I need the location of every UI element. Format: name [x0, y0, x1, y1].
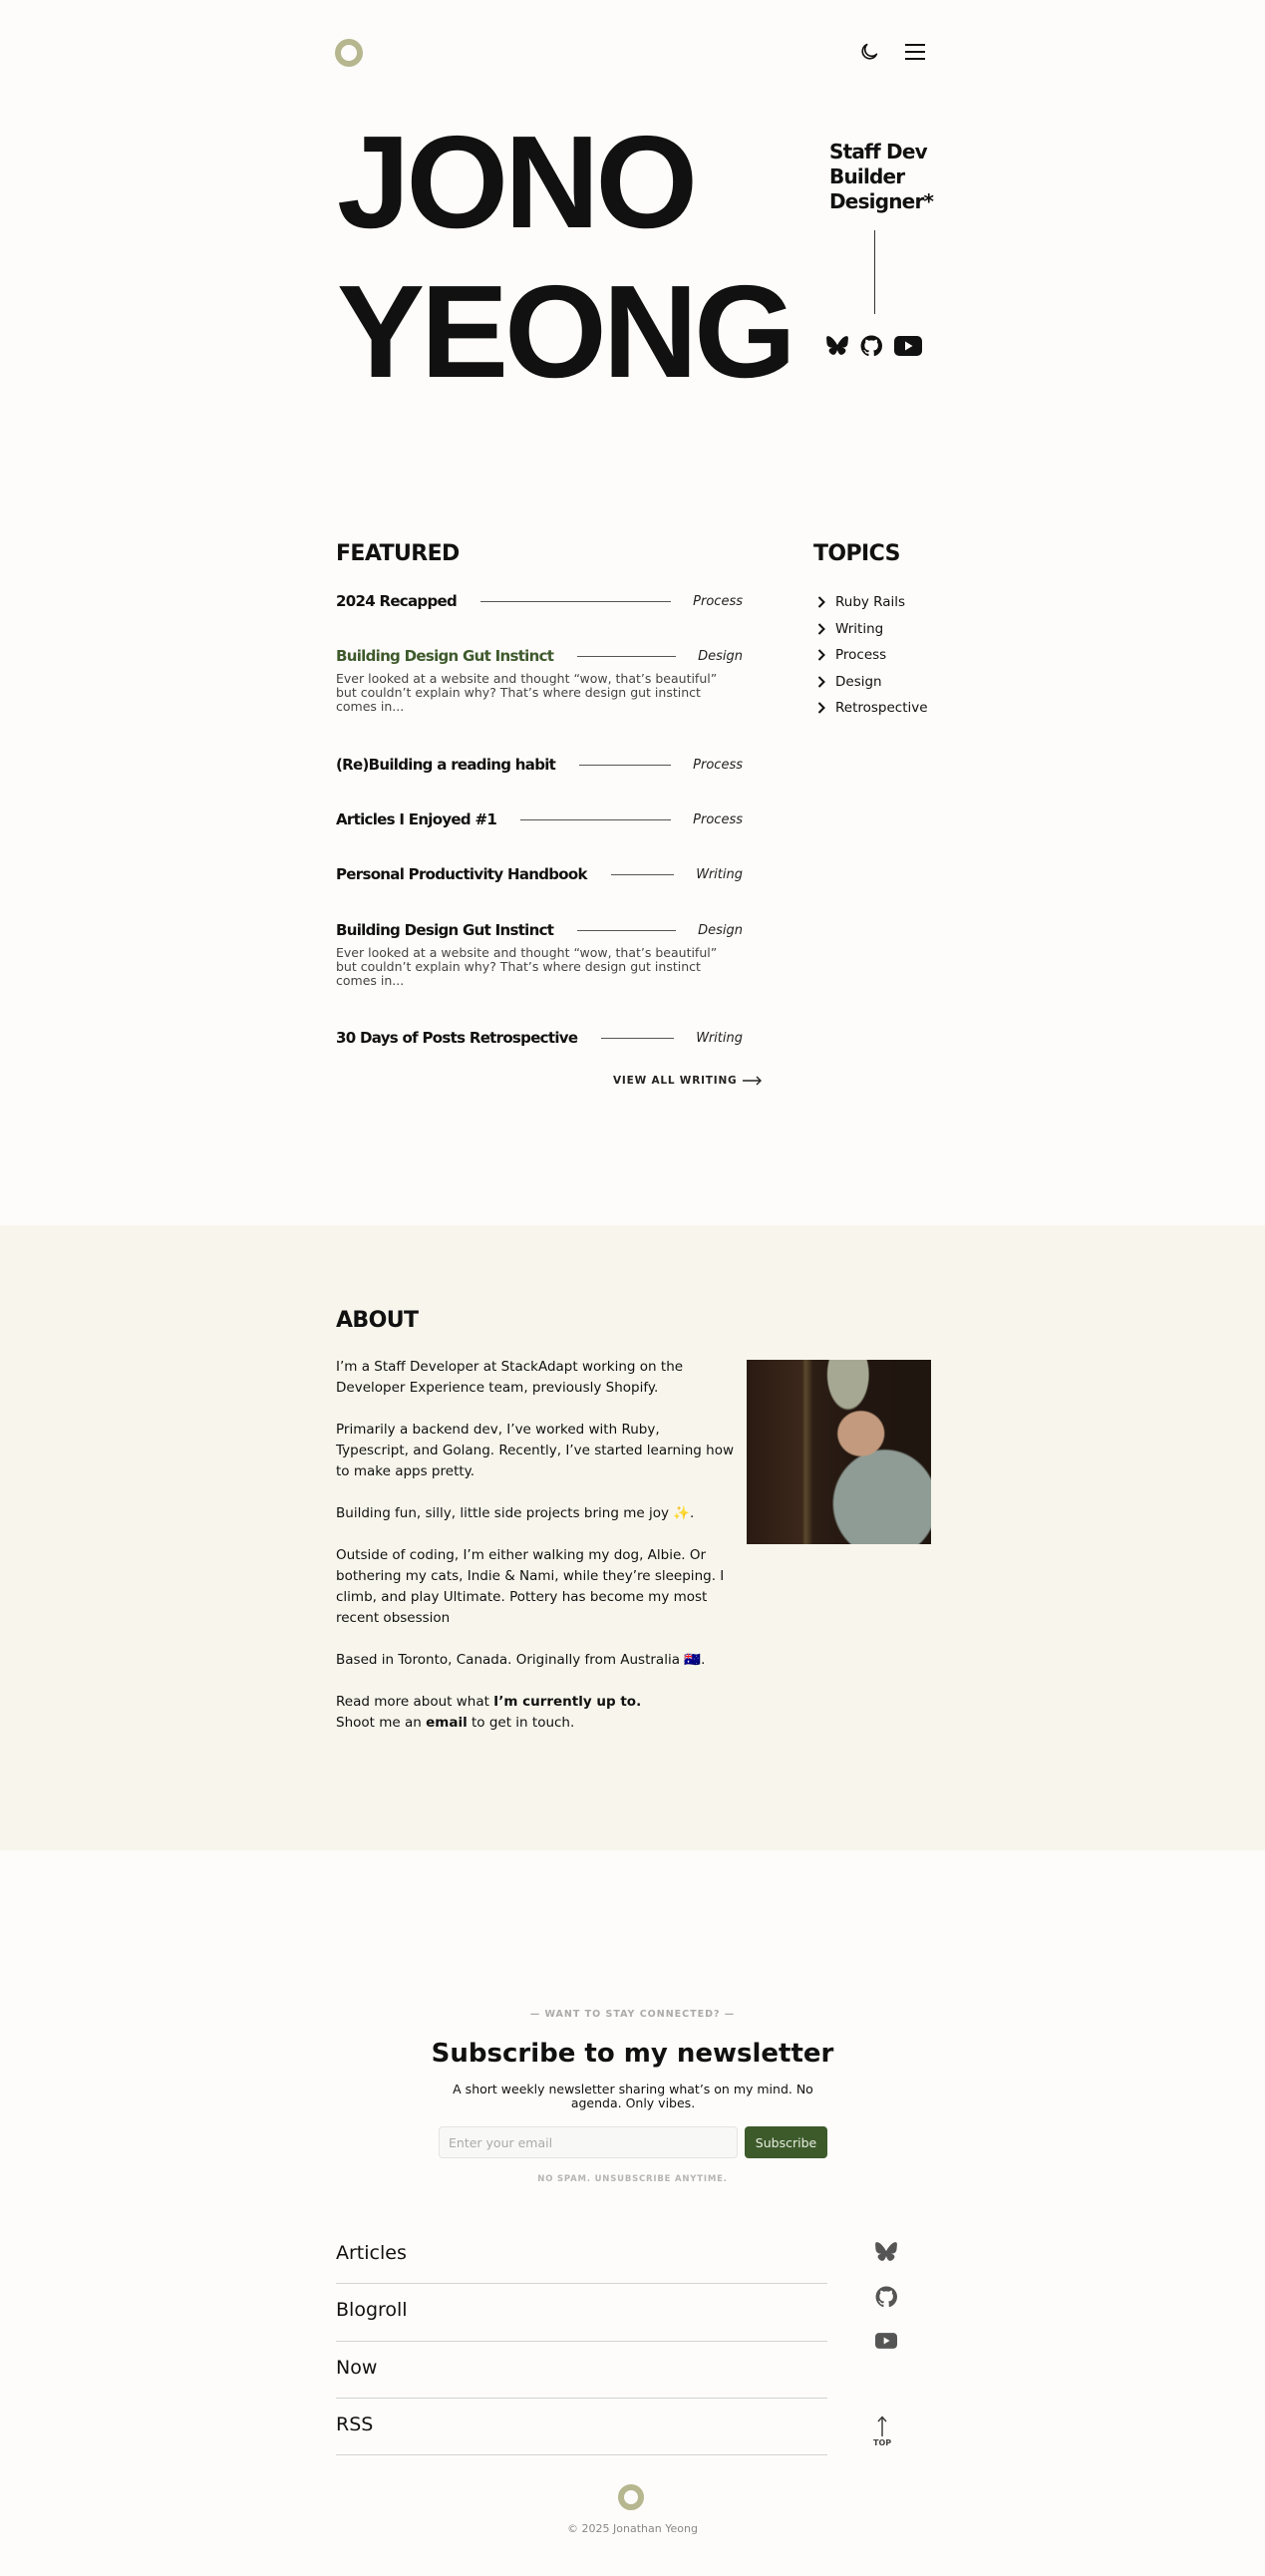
post-tag[interactable]: Design	[698, 922, 743, 938]
footer-link-blogroll[interactable]: Blogroll	[336, 2284, 827, 2341]
post-tag[interactable]: Writing	[696, 866, 743, 882]
post-title[interactable]: Articles I Enjoyed #1	[336, 810, 497, 828]
copyright: © 2025 Jonathan Yeong	[567, 2522, 698, 2535]
about-text	[336, 1357, 735, 1734]
footer-link-rss[interactable]: RSS	[336, 2399, 827, 2455]
newsletter-description: A short weekly newsletter sharing what’s on my mind. No agenda. Only vibes.	[453, 2082, 813, 2110]
youtube-icon[interactable]	[875, 2332, 897, 2350]
topic-label: Retrospective	[835, 700, 928, 717]
post-divider	[577, 930, 676, 931]
divider	[874, 230, 875, 314]
about-now-prefix: Read more about what	[336, 1694, 494, 1710]
post-tag[interactable]: Process	[693, 593, 743, 609]
bluesky-icon[interactable]	[875, 2242, 897, 2262]
post-item[interactable]	[336, 808, 743, 830]
view-all-writing-link[interactable]	[613, 1075, 763, 1087]
topic-label: Process	[835, 647, 887, 664]
newsletter-note: NO SPAM. UNSUBSCRIBE ANYTIME.	[537, 2174, 728, 2184]
about-paragraph: Primarily a backend dev, I’ve worked with Ruby, Typescript, and Golang. Recently, I’ve started learning how to make apps pretty.	[336, 1422, 735, 1479]
post-title[interactable]: 2024 Recapped	[336, 592, 457, 610]
footer-nav	[336, 2227, 827, 2455]
hero-name-first: JONO	[337, 109, 695, 255]
post-tag[interactable]: Design	[698, 648, 743, 664]
role: Builder	[829, 164, 905, 188]
about-paragraph: Outside of coding, I’m either walking my dog, Albie. Or bothering my cats, Indie & Nami, while they’re sleeping. I climb, and play Ultimate. Pottery has become my most recent obsession	[336, 1547, 725, 1626]
post-title[interactable]: Building Design Gut Instinct	[336, 647, 554, 665]
top-label: TOP	[873, 2438, 892, 2447]
hero-social-links	[826, 335, 922, 357]
topic-design[interactable]	[817, 669, 928, 696]
post-item[interactable]	[336, 863, 743, 885]
topics-list	[817, 589, 928, 722]
youtube-icon[interactable]	[894, 335, 922, 357]
post-divider	[520, 819, 671, 820]
footer-social-links	[875, 2242, 897, 2350]
post-tag[interactable]: Process	[693, 811, 743, 827]
topic-label: Ruby Rails	[835, 594, 906, 611]
post-divider	[601, 1038, 674, 1039]
footer-link-articles[interactable]: Articles	[336, 2227, 827, 2284]
post-title[interactable]: Personal Productivity Handbook	[336, 865, 587, 883]
github-icon[interactable]	[875, 2286, 897, 2308]
post-title[interactable]: (Re)Building a reading habit	[336, 756, 556, 774]
about-paragraph: I’m a Staff Developer at StackAdapt working on the Developer Experience team, previously Shopify.	[336, 1359, 684, 1396]
post-divider	[611, 874, 674, 875]
role: Staff Dev	[829, 140, 927, 163]
post-item[interactable]	[336, 919, 743, 988]
hero-name	[337, 108, 792, 407]
topic-process[interactable]	[817, 642, 928, 669]
post-excerpt: Ever looked at a website and thought “wow, that’s beautiful” but couldn’t explain why? That’s where design gut instinct comes in...	[336, 671, 718, 714]
about-email-prefix: Shoot me an	[336, 1715, 427, 1731]
moon-icon[interactable]	[856, 39, 882, 65]
post-title[interactable]: Building Design Gut Instinct	[336, 921, 554, 939]
post-tag[interactable]: Writing	[696, 1030, 743, 1046]
post-item[interactable]	[336, 1027, 743, 1049]
logo[interactable]	[335, 39, 363, 67]
email-input[interactable]	[439, 2126, 738, 2158]
arrow-right-icon	[743, 1076, 763, 1086]
topic-retrospective[interactable]	[817, 695, 928, 722]
hamburger-menu-icon[interactable]	[902, 39, 928, 65]
about-heading: ABOUT	[336, 1308, 419, 1333]
featured-heading: FEATURED	[336, 541, 460, 566]
back-to-top-button[interactable]	[873, 2415, 891, 2447]
post-item[interactable]	[336, 590, 743, 612]
topic-label: Writing	[835, 620, 884, 637]
about-email-suffix: to get in touch.	[467, 1715, 575, 1731]
chevron-right-icon	[817, 649, 825, 661]
arrow-up-icon	[876, 2415, 888, 2437]
topic-ruby-rails[interactable]	[817, 589, 928, 616]
post-divider	[579, 765, 671, 766]
email-link[interactable]: email	[426, 1715, 468, 1731]
chevron-right-icon	[817, 702, 825, 714]
post-item[interactable]	[336, 645, 743, 714]
footer-link-now[interactable]: Now	[336, 2342, 827, 2399]
chevron-right-icon	[817, 623, 825, 635]
post-title[interactable]: 30 Days of Posts Retrospective	[336, 1029, 578, 1047]
about-now-line	[336, 1692, 735, 1713]
view-all-label: VIEW ALL WRITING	[613, 1075, 738, 1087]
now-link[interactable]: I’m currently up to.	[493, 1694, 642, 1710]
roles-list	[829, 140, 933, 214]
hero-name-last: YEONG	[337, 258, 792, 405]
chevron-right-icon	[817, 596, 825, 608]
subscribe-button[interactable]: Subscribe	[745, 2126, 827, 2158]
role: Designer*	[829, 189, 934, 213]
github-icon[interactable]	[860, 335, 882, 357]
about-paragraph: Based in Toronto, Canada. Originally from Australia 🇦🇺.	[336, 1652, 706, 1668]
chevron-right-icon	[817, 676, 825, 688]
post-tag[interactable]: Process	[693, 757, 743, 773]
post-divider	[577, 656, 676, 657]
post-excerpt: Ever looked at a website and thought “wow, that’s beautiful” but couldn’t explain why? That’s where design gut instinct comes in...	[336, 945, 718, 988]
topic-writing[interactable]	[817, 616, 928, 643]
about-email-line	[336, 1713, 735, 1734]
about-paragraph: Building fun, silly, little side projects bring me joy ✨.	[336, 1505, 695, 1521]
bluesky-icon[interactable]	[826, 336, 848, 356]
post-divider	[480, 601, 671, 602]
topic-label: Design	[835, 673, 882, 690]
profile-photo	[747, 1360, 931, 1544]
newsletter-kicker: — WANT TO STAY CONNECTED? —	[529, 2009, 736, 2020]
footer-logo[interactable]	[618, 2484, 644, 2510]
post-item[interactable]	[336, 754, 743, 776]
newsletter-title: Subscribe to my newsletter	[431, 2039, 834, 2069]
topics-heading: TOPICS	[813, 541, 900, 566]
